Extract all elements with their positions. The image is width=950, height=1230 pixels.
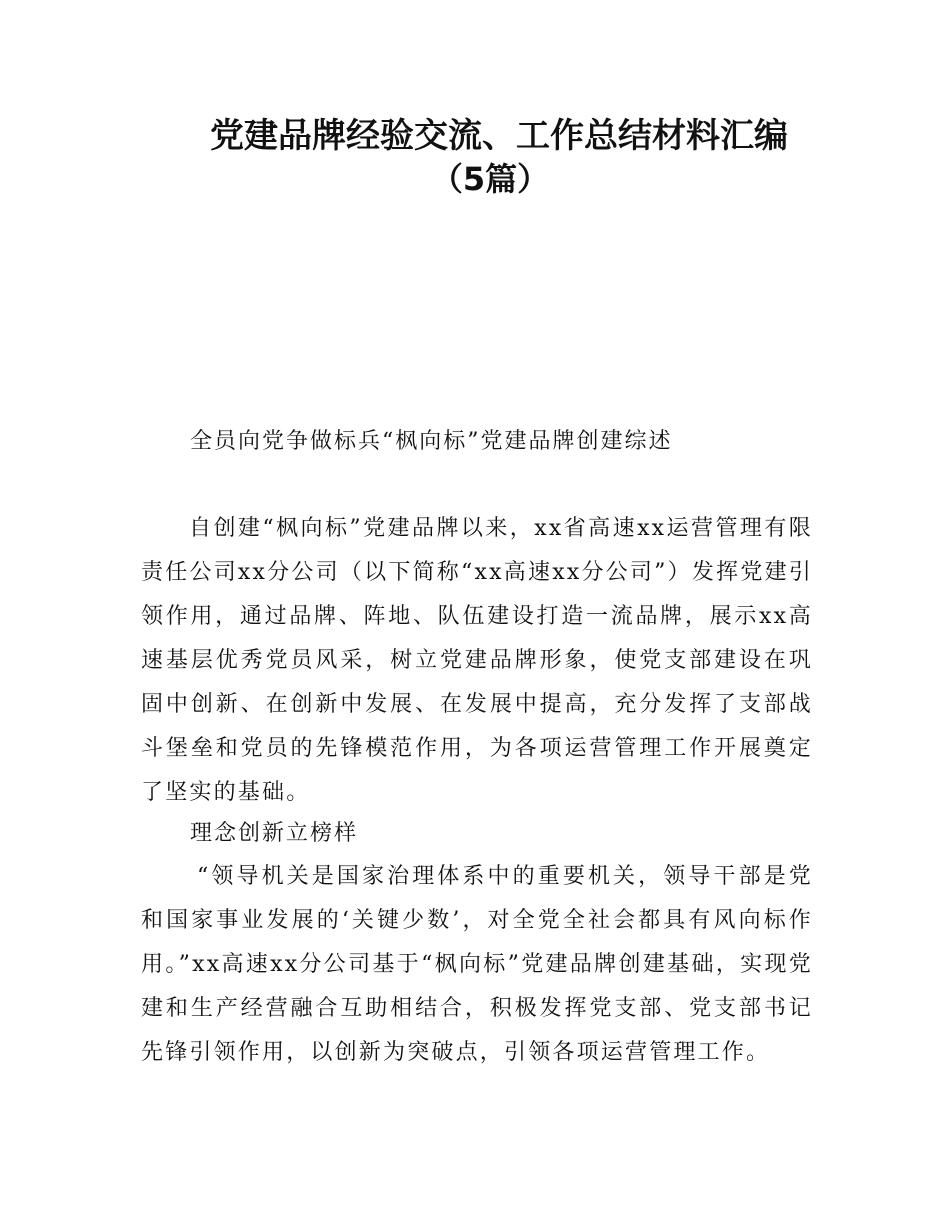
document-title: 党建品牌经验交流、工作总结材料汇编	[210, 116, 788, 156]
section-heading: 理念创新立榜样	[190, 821, 359, 846]
article-title: 全员向党争做标兵“枫向标”党建品牌创建综述	[190, 429, 673, 454]
document-title-count: （5篇）	[430, 160, 550, 198]
paragraph-section: “领导机关是国家治理体系中的重要机关，领导干部是党和国家事业发展的‘关键少数’，对全党全社会都具有风向标作用。”xx高速xx分公司基于“枫向标”党建品牌创建基础，实现党建和生产经营融合互助相结合，积极发挥党支部、党支部书记先锋引领作用，以创新为突破点，引领各项运营管理工作。	[141, 864, 813, 1065]
paragraph-intro: 自创建“枫向标”党建品牌以来，xx省高速xx运营管理有限责任公司xx分公司（以下简称“xx高速xx分公司”）发挥党建引领作用，通过品牌、阵地、队伍建设打造一流品牌，展示xx高速基层优秀党员风采，树立党建品牌形象，使党支部建设在巩固中创新、在创新中发展、在发展中提高，充分发挥了支部战斗堡垒和党员的先锋模范作用，为各项运营管理工作开展奠定了坚实的基础。	[141, 516, 813, 805]
